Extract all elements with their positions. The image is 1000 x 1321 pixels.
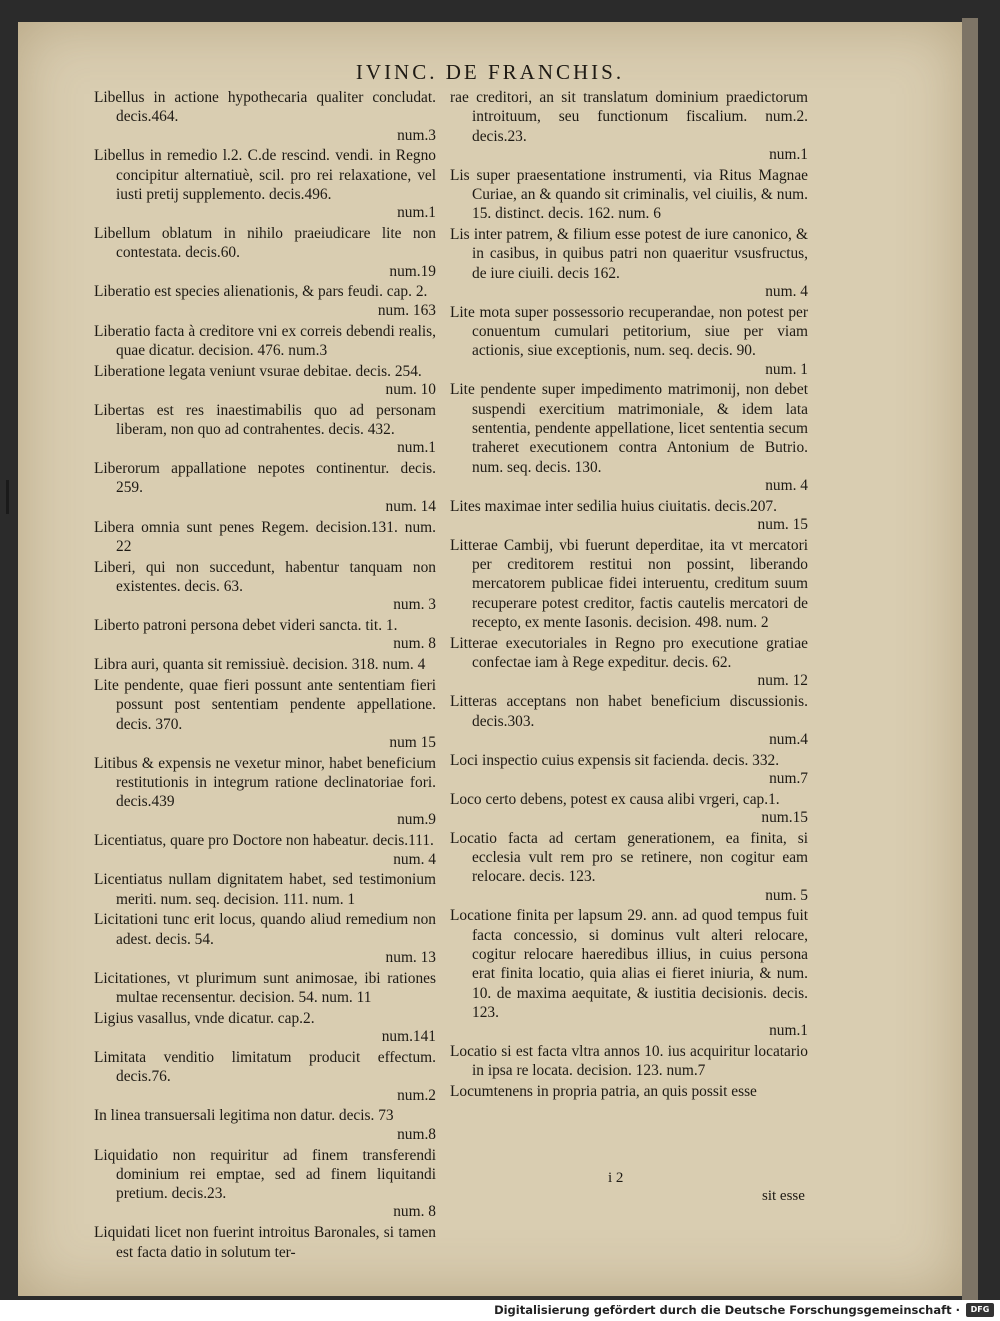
entry-reference: num.15 (761, 808, 808, 826)
index-entry (450, 1042, 808, 1081)
entry-reference: num. 13 (385, 949, 436, 967)
entry-reference: num.1 (397, 439, 436, 457)
entry-text: Litterae executoriales in Regno pro executione gratiae confectae iam à Rege expeditur. decis. 62. (450, 634, 808, 672)
entry-reference: num.8 (397, 1125, 436, 1143)
index-entry (94, 146, 436, 222)
index-entry (450, 303, 808, 379)
entry-reference: num.9 (397, 811, 436, 829)
entry-text: Liberatione legata veniunt vsurae debitae. decis. 254. (94, 362, 422, 380)
index-entry (94, 1146, 436, 1222)
index-entry (450, 225, 808, 301)
index-entry (450, 536, 808, 632)
entry-text: Licentiatus, quare pro Doctore non habeatur. decis.111. (94, 832, 434, 850)
entry-text: Liquidatio non requiritur ad finem transferendi dominium rei emptae, sed ad finem liquitandi pretium. decis.23. (94, 1146, 436, 1203)
entry-text: Lites maximae inter sedilia huius ciuitatis. decis.207. (450, 497, 777, 515)
index-entry (94, 401, 436, 458)
entry-reference: num.7 (769, 769, 808, 787)
entry-text: Litteras acceptans non habet beneficium discussionis. decis.303. (450, 693, 808, 730)
index-entry (94, 754, 436, 830)
entry-reference: num. 12 (757, 672, 808, 690)
margin-mark (6, 480, 9, 514)
entry-reference: num. 14 (385, 497, 436, 515)
index-entry (94, 1048, 436, 1105)
entry-text: Licitationes, vt plurimum sunt animosae, ibi rationes multae recensentur. decision. 54. num. 11 (94, 969, 436, 1007)
entry-text: Locatio facta ad certam generationem, ea finita, si ecclesia vult rem pro se retinere, non cogitur eam relocare. decis. 123. (450, 829, 808, 886)
entry-reference: num. 8 (393, 1203, 436, 1221)
index-entry (94, 910, 436, 967)
entry-reference: num. 10 (385, 380, 436, 398)
entry-reference: num.1 (769, 145, 808, 163)
entry-reference: num.4 (769, 730, 808, 748)
left-column (94, 88, 436, 1263)
entry-text: Loco certo debens, potest ex causa alibi vrgeri, cap.1. (450, 790, 780, 808)
entry-text: Litterae Cambij, vbi fuerunt deperditae, ita vt mercatori per creditorem restitui non possint, liberando mercatorem publicae fidei interuentu, creditum suum recuperare potest creditor, factis cautelis mercatori de recepto, ex mente Iasonis. decision. 498. num. 2 (450, 536, 808, 632)
entry-text: Lite pendente, quae fieri possunt ante sententiam fieri possunt post sententiam pendente appellatione. decis. 370. (94, 676, 436, 733)
entry-text: Liberto patroni persona debet videri sancta. tit. 1. (94, 617, 398, 635)
entry-text: Liquidati licet non fuerint introitus Baronales, si tamen est facta datio in solutum ter- (94, 1224, 436, 1261)
entry-text: Licentiatus nullam dignitatem habet, sed testimonium meriti. num. seq. decision. 111. num. 1 (94, 871, 436, 908)
index-entry (450, 829, 808, 905)
entry-text: Locatione finita per lapsum 29. ann. ad quod tempus fuit facta concessio, si dominus vult alteri relocare, cogitur relocare haeredibus illius, in cuius persona erat finita locatio, quia alias ei fieret iniuria, & num. 10. de maxima aequitate, & iustitia decisionis. decis. 123. (450, 907, 808, 1021)
page-edge (962, 18, 978, 1300)
entry-text: Lite mota super possessorio recuperandae, non potest per conuentum cumulari petitorium, siue per viam actionis, siue exceptionis, num. seq. decis. 90. (450, 303, 808, 360)
index-entry (450, 790, 808, 828)
entry-text: Lis inter patrem, & filium esse potest de iure canonico, & in casibus, in quibus patri non quaeritur vsusfructus, de iure ciuili. decis 162. (450, 226, 808, 282)
index-entry (94, 518, 436, 557)
entry-text: Liberorum appallatione nepotes continentur. decis. 259. (94, 460, 436, 497)
entry-text: Liberi, qui non succedunt, habentur tanquam non existentes. decis. 63. (94, 558, 436, 595)
entry-text: Libellus in actione hypothecaria qualiter concludat. decis.464. (94, 89, 436, 126)
entry-reference: num. 3 (393, 596, 436, 614)
index-entry (94, 322, 436, 361)
entry-text: Limitata venditio limitatum producit effectum. decis.76. (94, 1049, 436, 1086)
entry-reference: num. 1 (765, 360, 808, 378)
entry-reference: num.3 (397, 126, 436, 144)
index-entry (94, 1009, 436, 1047)
index-entry (94, 655, 436, 674)
entry-reference: num.1 (397, 204, 436, 222)
catchword: sit esse (762, 1188, 805, 1204)
index-entry (94, 870, 436, 909)
entry-text: Loci inspectio cuius expensis sit facienda. decis. 332. (450, 751, 780, 769)
entry-text: Ligius vasallus, vnde dicatur. cap.2. (94, 1009, 315, 1027)
entry-reference: num. 4 (765, 282, 808, 300)
index-entry (94, 282, 436, 320)
index-entry (450, 906, 808, 1040)
index-entry (94, 88, 436, 145)
index-entry (450, 1082, 808, 1101)
entry-reference: num. 8 (393, 635, 436, 653)
index-entry (94, 224, 436, 281)
index-entry (94, 1223, 436, 1262)
entry-text: Libellus in remedio l.2. C.de rescind. vendi. in Regno concipitur alternatiuè, scil. pro rei relaxatione, vel iusti pretij supplemento. decis.496. (94, 147, 436, 203)
index-entry (450, 634, 808, 691)
index-entry (450, 692, 808, 749)
entry-text: Lite pendente super impedimento matrimonij, non debet suspendi exercitium matrimoniale, & idem lata sententia, pendente appellatione, licet sententia secum traheret executionem contra Antonium de Butrio. num. seq. decis. 130. (450, 381, 808, 476)
index-entry (94, 459, 436, 516)
entry-reference: num.19 (389, 262, 436, 280)
index-entry (450, 380, 808, 495)
entry-reference: num. 4 (765, 476, 808, 494)
entry-text: Locumtenens in propria patria, an quis possit esse (450, 1083, 757, 1101)
page-signature: i 2 (608, 1170, 624, 1186)
entry-text: Libellum oblatum in nihilo praeiudicare lite non contestata. decis.60. (94, 225, 436, 262)
index-entry (94, 831, 436, 869)
index-entry (94, 616, 436, 654)
entry-text: Lis super praesentatione instrumenti, via Ritus Magnae Curiae, an & quando sit criminalis, vel ciuilis, & num. 15. distinct. decis. 162. num. 6 (450, 166, 808, 223)
entry-reference: num.1 (769, 1022, 808, 1040)
entry-text: Litibus & expensis ne vexetur minor, habet beneficium restitutionis in integrum ratione declinatoriae fori. decis.439 (94, 754, 436, 811)
entry-text: Libra auri, quanta sit remissiuè. decision. 318. num. 4 (94, 656, 426, 674)
entry-reference: num. 5 (765, 886, 808, 904)
footer-credit: Digitalisierung gefördert durch die Deutsche Forschungsgemeinschaft · (494, 1303, 960, 1317)
entry-reference: num 15 (389, 733, 436, 751)
footer-bar (0, 1300, 1000, 1321)
book-page (18, 22, 962, 1296)
index-entry (450, 751, 808, 789)
index-entry (450, 166, 808, 224)
index-entry (94, 362, 436, 400)
index-entry (450, 497, 808, 535)
entry-text: Licitationi tunc erit locus, quando aliud remedium non adest. decis. 54. (94, 911, 436, 948)
running-head: IVINC. DE FRANCHIS. (355, 60, 625, 84)
entry-text: Liberatio facta à creditore vni ex correis debendi realis, quae dicatur. decision. 476. num.3 (94, 322, 436, 359)
entry-reference: num.2 (397, 1086, 436, 1104)
entry-text: rae creditori, an sit translatum dominium praedictorum introituum, seu functionum fiscalium. num.2. decis.23. (450, 89, 808, 145)
entry-reference: num. 15 (757, 516, 808, 534)
index-entry (94, 558, 436, 615)
index-entry (450, 88, 808, 164)
entry-text: In linea transuersali legitima non datur. decis. 73 (94, 1107, 394, 1125)
entry-reference: num. 163 (377, 301, 436, 319)
index-entry (94, 676, 436, 752)
entry-text: Liberatio est species alienationis, & pars feudi. cap. 2. (94, 283, 428, 301)
right-column (450, 88, 808, 1103)
entry-text: Libertas est res inaestimabilis quo ad personam liberam, non quo ad contrahentes. decis. 432. (94, 401, 436, 439)
entry-text: Libera omnia sunt penes Regem. decision.131. num. 22 (94, 518, 436, 555)
index-entry (94, 969, 436, 1008)
dfg-logo-icon: DFG (966, 1303, 994, 1317)
index-entry (94, 1106, 436, 1144)
entry-reference: num. 4 (393, 850, 436, 868)
entry-text: Locatio si est facta vltra annos 10. ius acquiritur locatario in ipsa re locata. decision. 123. num.7 (450, 1043, 808, 1080)
entry-reference: num.141 (381, 1028, 436, 1046)
